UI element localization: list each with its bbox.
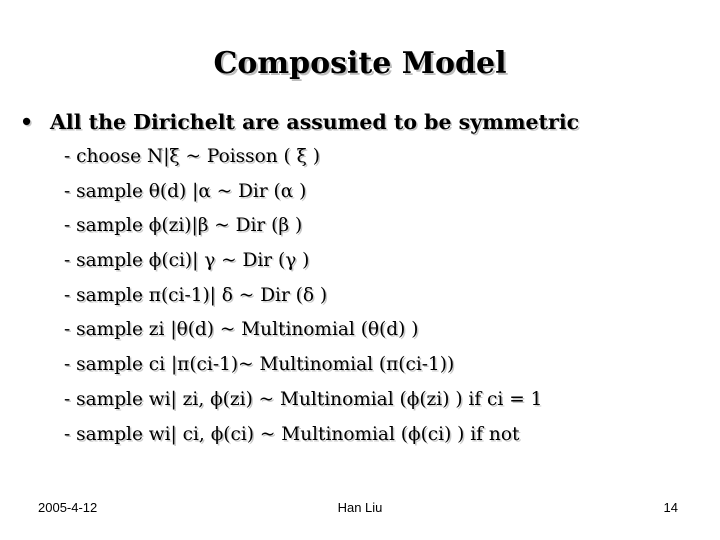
step-line: - sample θ(d) |α ~ Dir (α ) — [64, 180, 307, 202]
step-line: - sample zi |θ(d) ~ Multinomial (θ(d) ) — [64, 319, 419, 341]
step-line: - sample ci |π(ci-1)~ Multinomial (π(ci-1)) — [64, 354, 455, 376]
step-line: - sample π(ci-1)| δ ~ Dir (δ ) — [64, 284, 328, 306]
generative-steps — [64, 146, 542, 458]
step-line: - sample wi| zi, ϕ(zi) ~ Multinomial (ϕ(zi) ) if ci = 1 — [64, 388, 543, 410]
bullet-text: All the Dirichelt are assumed to be symmetric — [50, 110, 580, 134]
main-bullet — [20, 110, 579, 134]
footer-author: Han Liu — [337, 500, 383, 515]
footer-date: 2005-4-12 — [38, 500, 98, 515]
step-line: - choose N|ξ ~ Poisson ( ξ ) — [64, 146, 320, 167]
step-line: - sample ϕ(zi)|β ~ Dir (β ) — [64, 215, 303, 237]
step-line: - sample ϕ(ci)| γ ~ Dir (γ ) — [64, 250, 310, 272]
step-line: - sample wi| ci, ϕ(ci) ~ Multinomial (ϕ(ci) ) if not — [64, 423, 520, 445]
bullet-dot-icon: • — [20, 110, 34, 134]
slide-title: Composite Model — [213, 46, 507, 81]
page-number: 14 — [663, 500, 678, 515]
